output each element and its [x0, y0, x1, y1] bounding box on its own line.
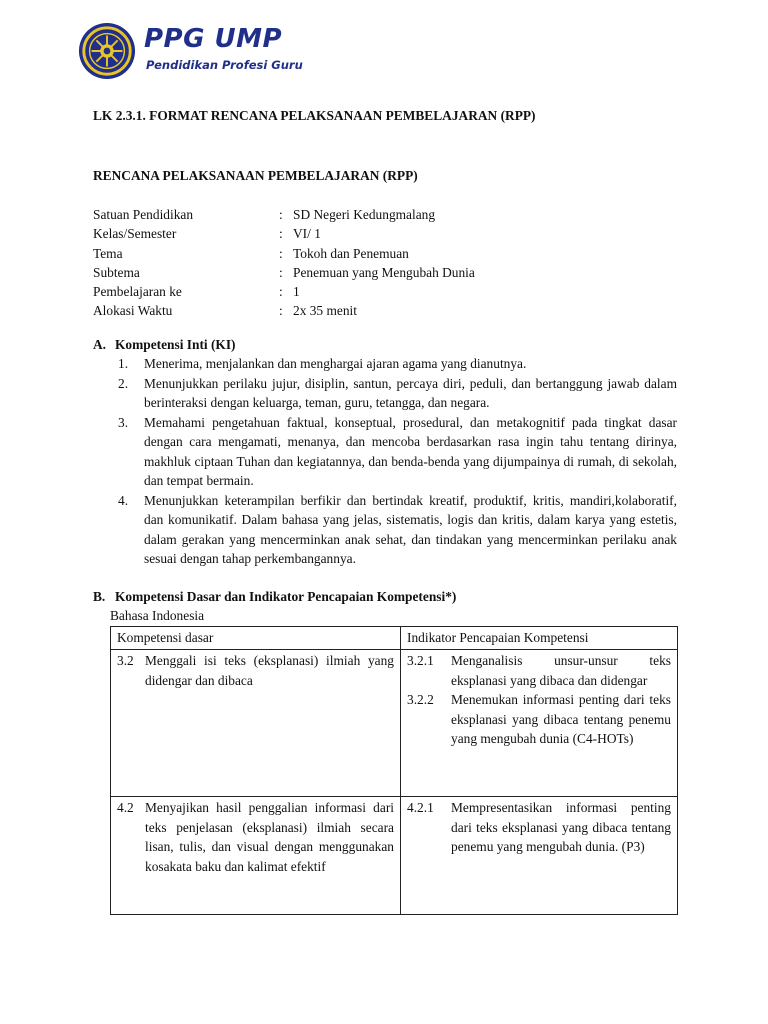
kd-table — [110, 626, 678, 916]
info-row — [93, 244, 683, 263]
section-a-heading — [93, 335, 683, 355]
table-header-cell: Indikator Pencapaian Kompetensi — [401, 626, 678, 650]
indicator-entry — [407, 690, 671, 749]
info-label: Kelas/Semester — [93, 226, 177, 242]
table-header-cell: Kompetensi dasar — [111, 626, 401, 650]
info-colon: : — [279, 245, 283, 261]
section-b-heading — [93, 587, 683, 607]
kd-entry — [117, 798, 394, 876]
list-number: 1. — [118, 356, 129, 372]
kd-cell — [111, 797, 401, 915]
list-text: Menerima, menjalankan dan menghargai ajaran agama yang dianutnya. — [144, 356, 527, 372]
subject-label: Bahasa Indonesia — [110, 608, 205, 624]
info-row — [93, 282, 683, 301]
info-colon: : — [279, 264, 283, 280]
indicator-text: Menganalisis unsur-unsur teks eksplanasi yang dibaca dan didengar — [451, 653, 671, 688]
indicator-cell — [401, 650, 678, 797]
list-number: 4. — [118, 492, 129, 508]
info-label: Alokasi Waktu — [93, 303, 173, 319]
ump-logo-icon — [78, 22, 136, 80]
table-row — [111, 650, 678, 797]
section-a-title: Kompetensi Inti (KI) — [115, 336, 236, 352]
lk-title: LK 2.3.1. FORMAT RENCANA PELAKSANAAN PEMBELAJARAN (RPP) — [93, 108, 536, 123]
indicator-text: Mempresentasikan informasi penting dari teks eksplanasi yang dibaca tentang penemu yang mengubah dunia. (P3) — [451, 800, 671, 855]
indicator-number: 4.2.1 — [407, 800, 434, 816]
info-label: Satuan Pendidikan — [93, 207, 194, 222]
indicator-entry — [407, 651, 671, 690]
list-item — [93, 354, 683, 374]
info-value: VI/ 1 — [293, 226, 321, 242]
rpp-title: RENCANA PELAKSANAAN PEMBELAJARAN (RPP) — [93, 167, 418, 183]
info-colon: : — [279, 303, 283, 319]
header — [78, 22, 318, 84]
list-item — [93, 374, 683, 413]
list-number: 3. — [118, 414, 129, 430]
indicator-cell — [401, 797, 678, 915]
kd-text: Menyajikan hasil penggalian informasi dari teks penjelasan (eksplanasi) ilmiah secara lisan, tulis, dan visual dengan menggunakan kosakata baku dan kalimat efektif — [145, 800, 394, 874]
info-label: Pembelajaran ke — [93, 284, 182, 300]
list-text: Menunjukkan perilaku jujur, disiplin, santun, percaya diri, peduli, dan bertanggung jawab dalam berinteraksi dengan keluarga, teman, guru, tetangga, dan negara. — [144, 375, 677, 411]
table-row — [111, 797, 678, 915]
info-row — [93, 205, 683, 224]
section-b-letter: B. — [93, 588, 106, 604]
ki-list — [93, 354, 683, 569]
table-header-row — [111, 626, 678, 650]
info-value: Tokoh dan Penemuan — [293, 245, 409, 261]
info-colon: : — [279, 207, 283, 222]
list-number: 2. — [118, 375, 129, 391]
info-value: 1 — [293, 284, 300, 300]
section-a-letter: A. — [93, 336, 107, 352]
identity-block — [93, 205, 683, 321]
brand-subtitle: Pendidikan Profesi Guru — [146, 58, 303, 72]
info-label: Tema — [93, 245, 123, 261]
list-item — [93, 413, 683, 491]
kd-number: 4.2 — [117, 800, 134, 816]
info-row — [93, 301, 683, 320]
indicator-text: Menemukan informasi penting dari teks eksplanasi yang dibaca tentang penemu yang mengubah dunia (C4-HOTs) — [451, 692, 671, 747]
info-value: Penemuan yang Mengubah Dunia — [293, 264, 475, 280]
kd-entry — [117, 651, 394, 690]
info-colon: : — [279, 226, 283, 242]
list-item — [93, 491, 683, 569]
brand-name: PPG UMP — [144, 24, 283, 54]
info-colon: : — [279, 284, 283, 300]
info-value: SD Negeri Kedungmalang — [293, 207, 436, 222]
indicator-number: 3.2.2 — [407, 692, 434, 708]
document-body — [93, 100, 683, 915]
indicator-number: 3.2.1 — [407, 653, 434, 669]
list-text: Menunjukkan keterampilan berfikir dan bertindak kreatif, produktif, kritis, mandiri,kolaboratif, dan komunikatif. Dalam bahasa yang jelas, sistematis, logis dan kritis, dalam karya yang estetis, dalam gerakan yang mencerminkan anak sehat, dan tindakan yang mencerminkan perilaku anak sesuai dengan tahap perkembangannya. — [144, 492, 677, 567]
info-value: 2x 35 menit — [293, 303, 357, 319]
info-row — [93, 263, 683, 282]
info-label: Subtema — [93, 264, 140, 280]
list-text: Memahami pengetahuan faktual, konseptual, prosedural, dan metakognitif pada tingkat dasar dengan cara mengamati, menanya, dan mencoba berdasarkan rasa ingin tahu tentang dirinya, makhluk ciptaan Tuhan dan kegiatannya, dan benda-benda yang dijumpainya di rumah, di sekolah, dan tempat bermain. — [144, 414, 677, 489]
kd-number: 3.2 — [117, 653, 134, 669]
kd-text: Menggali isi teks (eksplanasi) ilmiah yang didengar dan dibaca — [145, 653, 394, 688]
indicator-entry — [407, 798, 671, 857]
info-row — [93, 224, 683, 243]
section-b-title: Kompetensi Dasar dan Indikator Pencapaian Kompetensi*) — [115, 588, 457, 604]
kd-cell — [111, 650, 401, 797]
